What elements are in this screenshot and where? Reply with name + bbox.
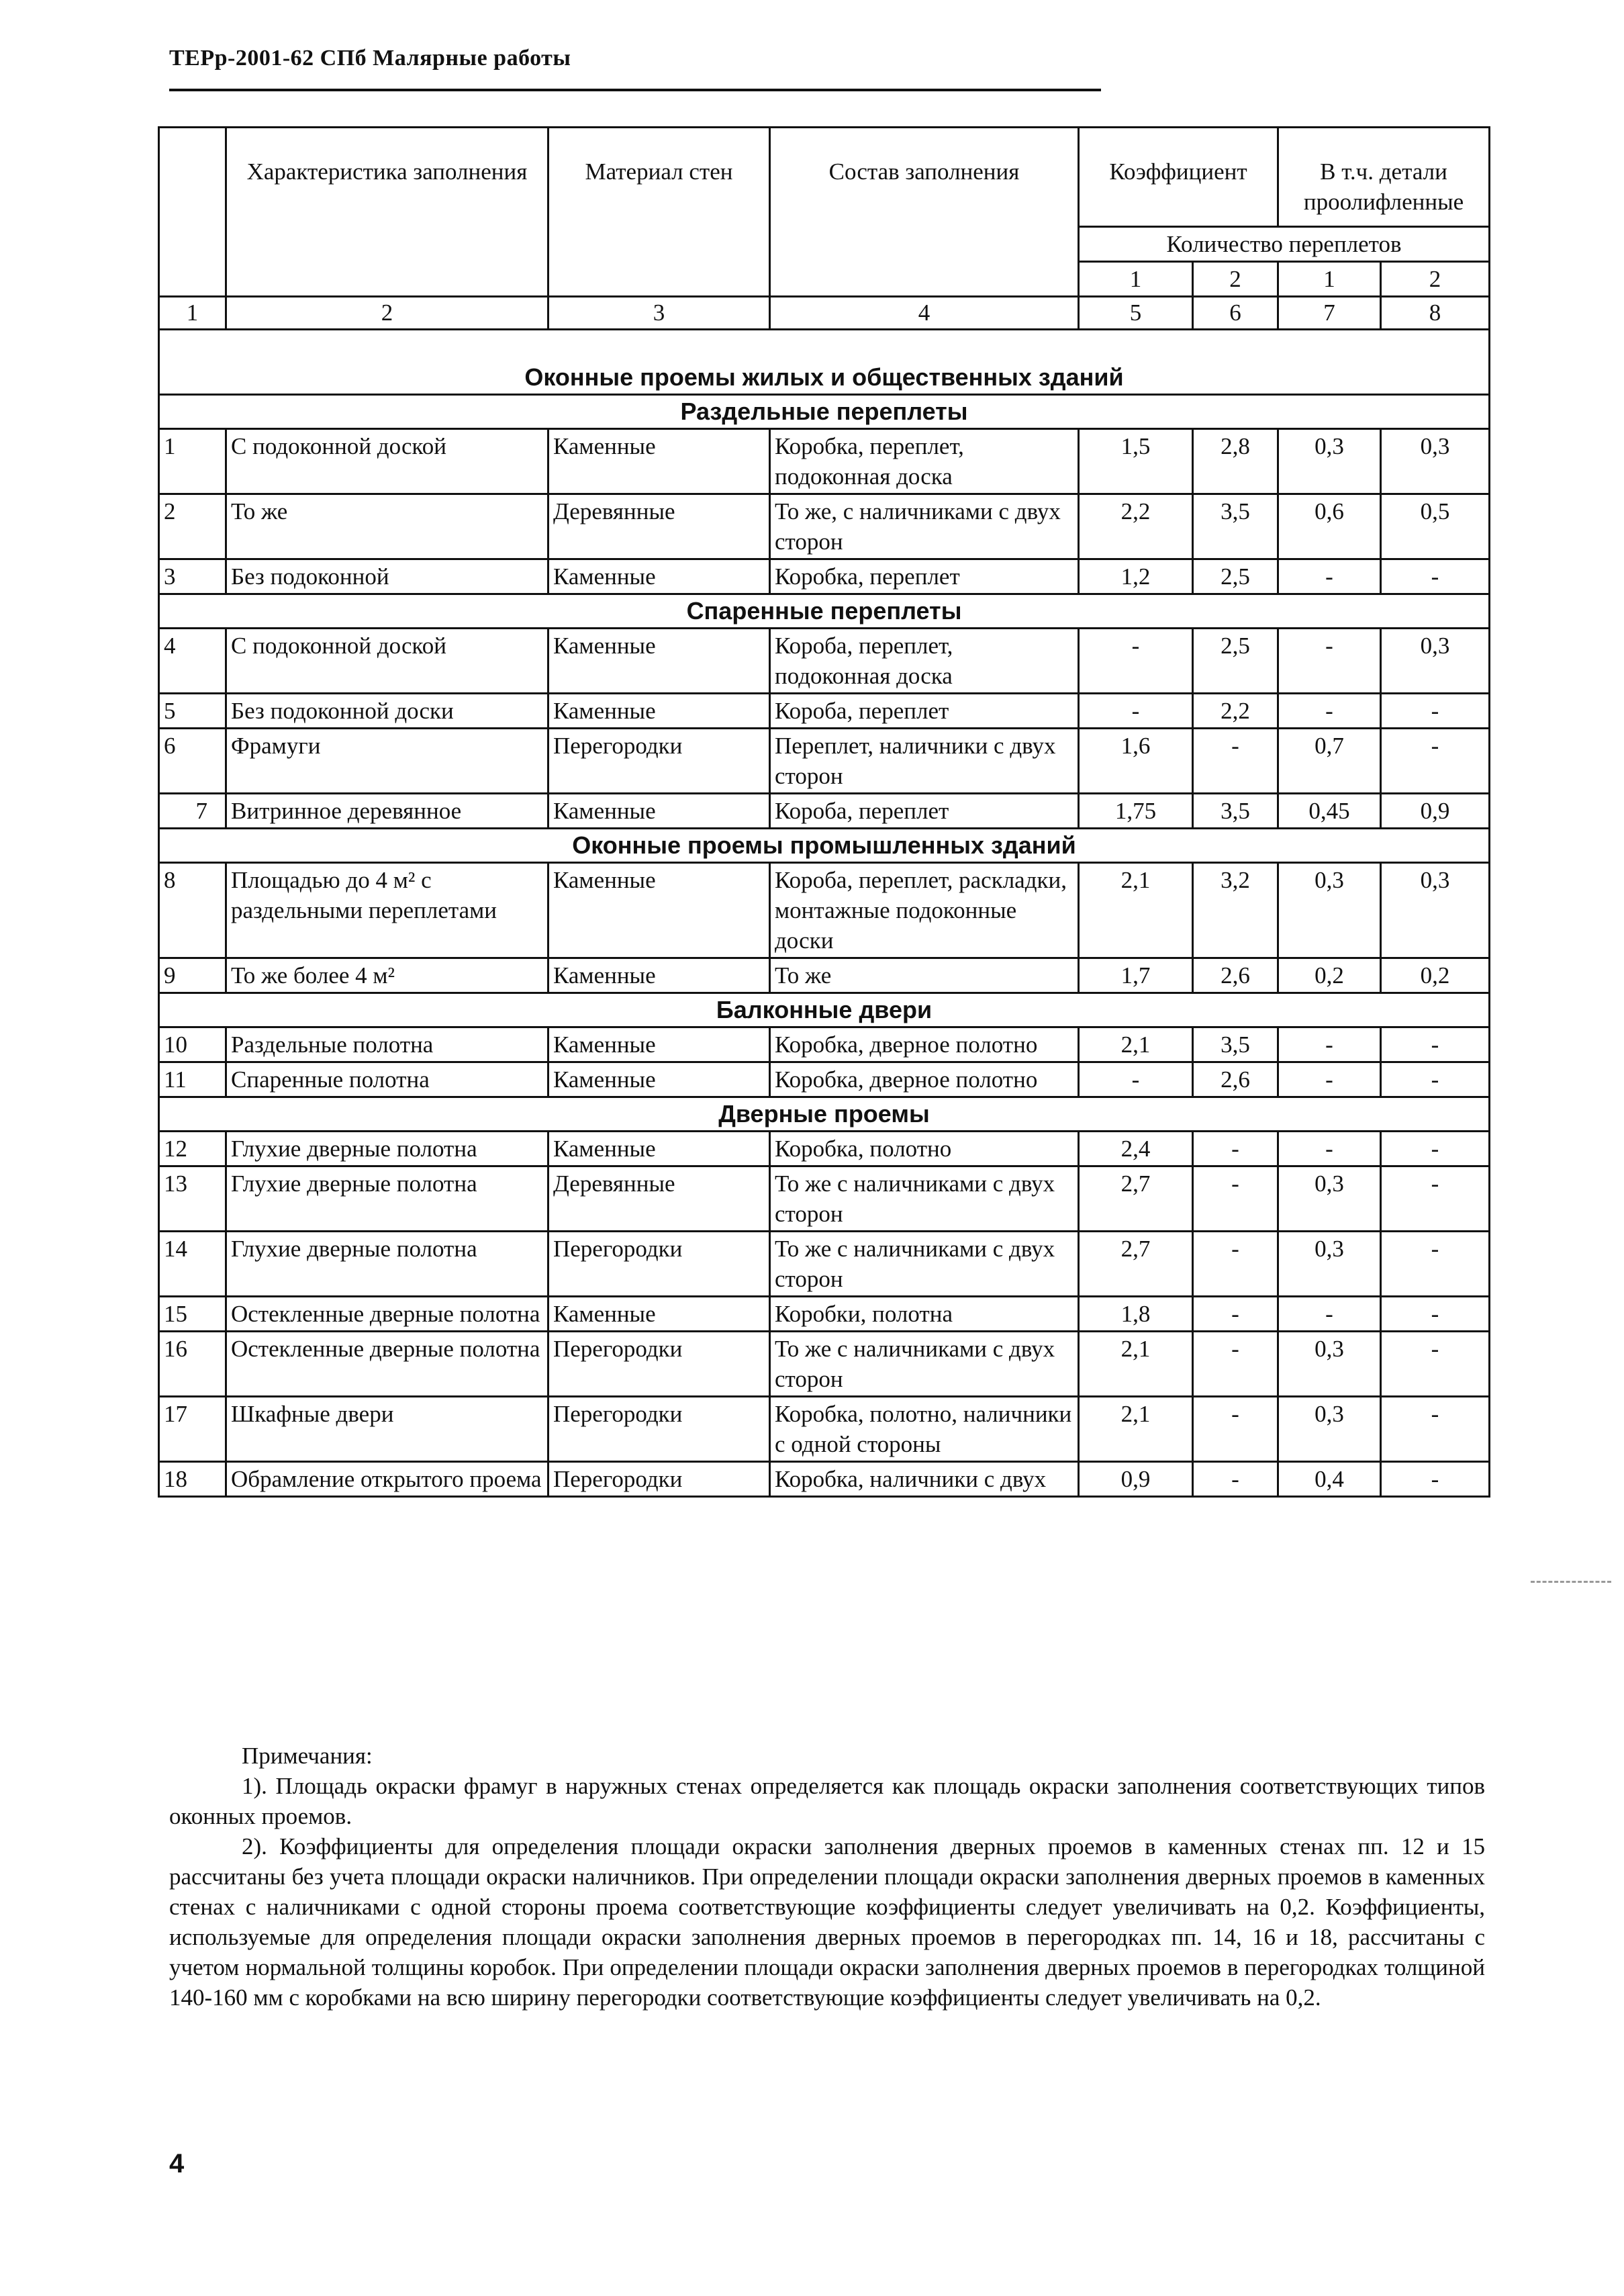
cell-composition: Коробка, полотно [770, 1132, 1079, 1166]
row-index: 13 [159, 1166, 226, 1232]
cell-wall-material: Каменные [548, 1132, 770, 1166]
cell-oiled-1: - [1278, 1027, 1381, 1062]
cell-composition: Коробка, переплет, подоконная доска [770, 429, 1079, 494]
row-index: 5 [159, 694, 226, 729]
cell-composition: Коробка, дверное полотно [770, 1062, 1079, 1097]
cell-oiled-1: 0,7 [1278, 729, 1381, 794]
page-header: ТЕРр-2001-62 СПб Малярные работы [169, 46, 571, 71]
cell-composition: Коробка, дверное полотно [770, 1027, 1079, 1062]
cell-characteristic: С подоконной доской [226, 629, 548, 694]
cell-oiled-1: 0,3 [1278, 1232, 1381, 1297]
cell-oiled-1: - [1278, 629, 1381, 694]
cell-composition: Короба, переплет, подоконная доска [770, 629, 1079, 694]
header-composition: Состав заполнения [770, 128, 1079, 297]
row-index: 14 [159, 1232, 226, 1297]
row-index: 10 [159, 1027, 226, 1062]
cell-oiled-2: - [1381, 1297, 1490, 1332]
header-wall-material: Материал стен [548, 128, 770, 297]
column-number: 3 [548, 297, 770, 330]
row-index: 7 [159, 794, 226, 829]
cell-oiled-2: 0,3 [1381, 429, 1490, 494]
cell-oiled-2: 0,9 [1381, 794, 1490, 829]
cell-coef-2: 2,6 [1193, 1062, 1278, 1097]
cell-coef-2: 3,5 [1193, 494, 1278, 559]
table-row [159, 1332, 1490, 1397]
cell-oiled-2: - [1381, 694, 1490, 729]
cell-oiled-1: 0,3 [1278, 1166, 1381, 1232]
cell-coef-1: 1,5 [1079, 429, 1193, 494]
section-heading: Оконные проемы жилых и общественных зданий [159, 330, 1490, 395]
cell-coef-2: - [1193, 1332, 1278, 1397]
table-row [159, 629, 1490, 694]
cell-coef-1: 2,1 [1079, 1332, 1193, 1397]
cell-coef-1: - [1079, 629, 1193, 694]
cell-wall-material: Каменные [548, 863, 770, 958]
cell-characteristic: Без подоконной [226, 559, 548, 594]
header-coefficient: Коэффициент [1079, 128, 1278, 227]
cell-characteristic: Раздельные полотна [226, 1027, 548, 1062]
notes-block [169, 1741, 1485, 2013]
cell-composition: Коробки, полотна [770, 1297, 1079, 1332]
cell-wall-material: Деревянные [548, 1166, 770, 1232]
cell-oiled-2: - [1381, 1397, 1490, 1462]
row-index: 6 [159, 729, 226, 794]
cell-coef-2: - [1193, 1297, 1278, 1332]
cell-coef-1: 1,75 [1079, 794, 1193, 829]
cell-coef-1: 2,1 [1079, 1027, 1193, 1062]
cell-composition: Короба, переплет [770, 694, 1079, 729]
cell-wall-material: Каменные [548, 1027, 770, 1062]
cell-wall-material: Каменные [548, 1062, 770, 1097]
cell-characteristic: Остекленные дверные полотна [226, 1297, 548, 1332]
cell-wall-material: Каменные [548, 694, 770, 729]
cell-composition: То же [770, 958, 1079, 993]
column-number: 6 [1193, 297, 1278, 330]
cell-characteristic: Фрамуги [226, 729, 548, 794]
cell-oiled-1: 0,3 [1278, 1332, 1381, 1397]
cell-wall-material: Перегородки [548, 1232, 770, 1297]
cell-characteristic: Глухие дверные полотна [226, 1132, 548, 1166]
cell-oiled-2: 0,3 [1381, 629, 1490, 694]
cell-coef-2: 2,6 [1193, 958, 1278, 993]
cell-oiled-1: 0,6 [1278, 494, 1381, 559]
cell-oiled-2: 0,3 [1381, 863, 1490, 958]
cell-coef-2: 3,5 [1193, 794, 1278, 829]
cell-oiled-2: 0,2 [1381, 958, 1490, 993]
cell-oiled-2: - [1381, 1062, 1490, 1097]
row-index: 4 [159, 629, 226, 694]
cell-composition: То же с наличниками с двух сторон [770, 1232, 1079, 1297]
cell-coef-1: - [1079, 694, 1193, 729]
table-row [159, 559, 1490, 594]
cell-composition: То же с наличниками с двух сторон [770, 1332, 1079, 1397]
cell-oiled-2: - [1381, 1027, 1490, 1062]
cell-wall-material: Каменные [548, 629, 770, 694]
table-row [159, 1166, 1490, 1232]
cell-wall-material: Перегородки [548, 1462, 770, 1497]
row-index: 1 [159, 429, 226, 494]
subsection-heading: Раздельные переплеты [159, 395, 1490, 429]
column-number: 8 [1381, 297, 1490, 330]
section-heading: Оконные проемы промышленных зданий [159, 829, 1490, 863]
subsection-heading: Спаренные переплеты [159, 594, 1490, 629]
cell-characteristic: Спаренные полотна [226, 1062, 548, 1097]
cell-wall-material: Перегородки [548, 729, 770, 794]
cell-wall-material: Каменные [548, 1297, 770, 1332]
cell-coef-1: 1,8 [1079, 1297, 1193, 1332]
row-index: 11 [159, 1062, 226, 1097]
cell-oiled-1: 0,3 [1278, 1397, 1381, 1462]
cell-characteristic: То же [226, 494, 548, 559]
table-row [159, 1027, 1490, 1062]
cell-coef-1: 2,7 [1079, 1166, 1193, 1232]
note-1: 1). Площадь окраски фрамуг в наружных стенах определяется как площадь окраски заполнения соответствующих типов оконных проемов. [169, 1773, 1485, 1829]
cell-characteristic: Остекленные дверные полотна [226, 1332, 548, 1397]
column-number: 2 [226, 297, 548, 330]
cell-oiled-1: 0,45 [1278, 794, 1381, 829]
cell-coef-2: 3,2 [1193, 863, 1278, 958]
header-frame-count: Количество переплетов [1079, 227, 1490, 262]
table-row [159, 1297, 1490, 1332]
column-number: 1 [159, 297, 226, 330]
cell-composition: Переплет, наличники с двух сторон [770, 729, 1079, 794]
cell-oiled-2: 0,5 [1381, 494, 1490, 559]
cell-composition: Коробка, переплет [770, 559, 1079, 594]
header-oiled-parts: В т.ч. детали проолифленные [1278, 128, 1490, 227]
row-index: 9 [159, 958, 226, 993]
cell-oiled-1: 0,2 [1278, 958, 1381, 993]
cell-coef-2: - [1193, 729, 1278, 794]
row-index: 17 [159, 1397, 226, 1462]
cell-characteristic: С подоконной доской [226, 429, 548, 494]
cell-coef-2: 3,5 [1193, 1027, 1278, 1062]
header-sub: 1 [1278, 262, 1381, 297]
cell-oiled-1: - [1278, 1132, 1381, 1166]
column-number: 5 [1079, 297, 1193, 330]
column-number: 7 [1278, 297, 1381, 330]
notes-title: Примечания: [242, 1743, 373, 1769]
note-2: 2). Коэффициенты для определения площади окраски заполнения дверных проемов в каменных стенах пп. 12 и 15 рассчитаны без учета площади окраски наличников. При определении площади окраски заполнения дверных проемов в каменных стенах с наличниками с одной стороны проема соответствующие коэффициенты следует увеличивать на 0,2. Коэффициенты, используемые для определения площади окраски заполнения дверных проемов в перегородках пп. 14, 16 и 18, рассчитаны с учетом нормальной толщины коробок. При определении площади окраски заполнения дверных проемов в перегородках толщиной 140-160 мм с коробками на всю ширину перегородки соответствующие коэффициенты следует увеличивать на 0,2. [169, 1833, 1485, 2011]
row-index: 12 [159, 1132, 226, 1166]
table-row [159, 1132, 1490, 1166]
cell-wall-material: Деревянные [548, 494, 770, 559]
column-number: 4 [770, 297, 1079, 330]
section-heading: Дверные проемы [159, 1097, 1490, 1132]
cell-oiled-1: - [1278, 559, 1381, 594]
cell-coef-2: 2,2 [1193, 694, 1278, 729]
cell-composition: Коробка, полотно, наличники с одной стороны [770, 1397, 1079, 1462]
cell-characteristic: Площадью до 4 м² с раздельными переплетами [226, 863, 548, 958]
cell-oiled-1: 0,3 [1278, 429, 1381, 494]
table-row [159, 1462, 1490, 1497]
cell-oiled-2: - [1381, 1132, 1490, 1166]
header-blank [159, 128, 226, 297]
coefficients-table [158, 126, 1490, 1498]
table-row [159, 494, 1490, 559]
cell-characteristic: Витринное деревянное [226, 794, 548, 829]
cell-oiled-2: - [1381, 559, 1490, 594]
header-characteristic: Характеристика заполнения [226, 128, 548, 297]
table-row [159, 694, 1490, 729]
cell-oiled-1: - [1278, 1062, 1381, 1097]
cell-coef-2: - [1193, 1397, 1278, 1462]
cell-coef-1: 2,2 [1079, 494, 1193, 559]
cell-coef-2: 2,5 [1193, 629, 1278, 694]
cell-characteristic: То же более 4 м² [226, 958, 548, 993]
cell-oiled-2: - [1381, 1332, 1490, 1397]
table-row [159, 1232, 1490, 1297]
cell-composition: Короба, переплет [770, 794, 1079, 829]
cell-oiled-1: 0,4 [1278, 1462, 1381, 1497]
table-row [159, 794, 1490, 829]
cell-characteristic: Глухие дверные полотна [226, 1166, 548, 1232]
cell-oiled-2: - [1381, 729, 1490, 794]
header-rule [169, 89, 1101, 91]
cell-coef-1: 1,7 [1079, 958, 1193, 993]
table-row [159, 429, 1490, 494]
cell-wall-material: Каменные [548, 559, 770, 594]
cell-characteristic: Шкафные двери [226, 1397, 548, 1462]
cell-oiled-1: - [1278, 694, 1381, 729]
cell-oiled-1: - [1278, 1297, 1381, 1332]
cell-wall-material: Перегородки [548, 1397, 770, 1462]
row-index: 15 [159, 1297, 226, 1332]
table-row [159, 729, 1490, 794]
cell-coef-1: 1,6 [1079, 729, 1193, 794]
cell-coef-1: - [1079, 1062, 1193, 1097]
cell-composition: Короба, переплет, раскладки, монтажные подоконные доски [770, 863, 1079, 958]
cell-coef-1: 2,1 [1079, 863, 1193, 958]
header-sub: 2 [1381, 262, 1490, 297]
table-row [159, 958, 1490, 993]
page-number: 4 [169, 2149, 185, 2178]
cell-oiled-2: - [1381, 1462, 1490, 1497]
cell-wall-material: Перегородки [548, 1332, 770, 1397]
cell-composition: То же, с наличниками с двух сторон [770, 494, 1079, 559]
cell-wall-material: Каменные [548, 429, 770, 494]
cell-wall-material: Каменные [548, 958, 770, 993]
table-row [159, 863, 1490, 958]
cell-coef-1: 2,4 [1079, 1132, 1193, 1166]
cell-wall-material: Каменные [548, 794, 770, 829]
cell-composition: Коробка, наличники с двух [770, 1462, 1079, 1497]
row-index: 2 [159, 494, 226, 559]
cell-coef-2: - [1193, 1166, 1278, 1232]
cell-oiled-2: - [1381, 1166, 1490, 1232]
header-sub: 2 [1193, 262, 1278, 297]
cell-coef-1: 2,7 [1079, 1232, 1193, 1297]
cell-composition: То же с наличниками с двух сторон [770, 1166, 1079, 1232]
row-index: 18 [159, 1462, 226, 1497]
cell-oiled-2: - [1381, 1232, 1490, 1297]
cell-coef-2: - [1193, 1232, 1278, 1297]
cell-coef-2: - [1193, 1462, 1278, 1497]
cell-coef-1: 1,2 [1079, 559, 1193, 594]
table-row [159, 1397, 1490, 1462]
cell-characteristic: Обрамление открытого проема [226, 1462, 548, 1497]
cell-coef-1: 2,1 [1079, 1397, 1193, 1462]
row-index: 8 [159, 863, 226, 958]
cell-coef-1: 0,9 [1079, 1462, 1193, 1497]
cell-characteristic: Без подоконной доски [226, 694, 548, 729]
margin-mark [1531, 1581, 1611, 1583]
cell-oiled-1: 0,3 [1278, 863, 1381, 958]
section-heading: Балконные двери [159, 993, 1490, 1027]
cell-characteristic: Глухие дверные полотна [226, 1232, 548, 1297]
table-row [159, 1062, 1490, 1097]
row-index: 16 [159, 1332, 226, 1397]
cell-coef-2: 2,8 [1193, 429, 1278, 494]
cell-coef-2: - [1193, 1132, 1278, 1166]
cell-coef-2: 2,5 [1193, 559, 1278, 594]
row-index: 3 [159, 559, 226, 594]
header-sub: 1 [1079, 262, 1193, 297]
